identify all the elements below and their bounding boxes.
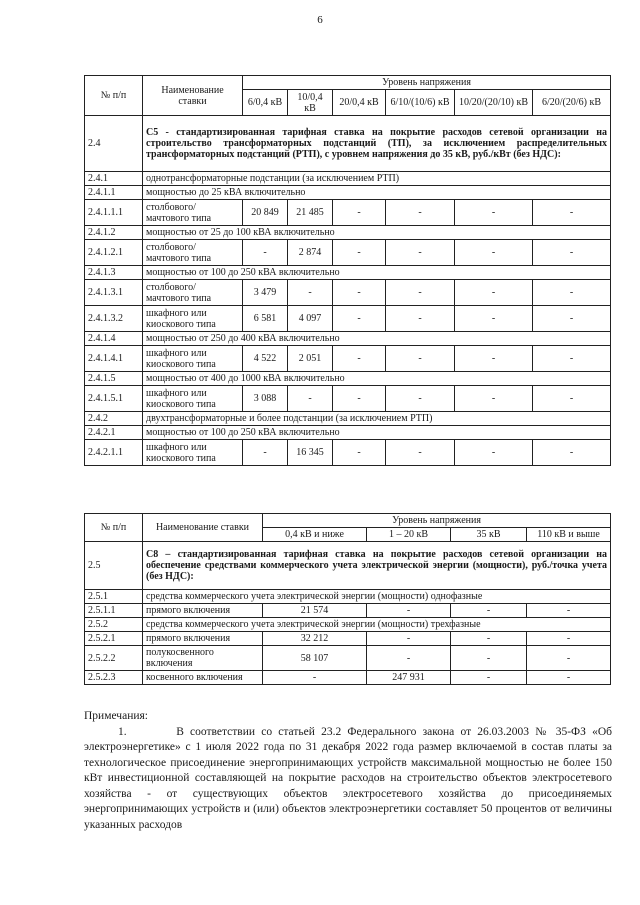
header-name: Наименование ставки — [143, 514, 263, 542]
rate-value: - — [367, 632, 451, 646]
rate-value: - — [243, 440, 288, 466]
row-subheading: мощностью от 100 до 250 кВА включительно — [143, 266, 611, 280]
rate-value: - — [386, 280, 455, 306]
notes — [84, 709, 612, 833]
page-number: 6 — [317, 14, 323, 26]
rate-value: 21 574 — [263, 604, 367, 618]
table-row — [85, 280, 611, 306]
notes-paragraph: 1. В соответствии со статьей 23.2 Федерального закона от 26.03.2003 № 35-ФЗ «Об электроэнергетике» с 1 июля 2022 года по 31 декабря 2022 года размер включаемой в состав платы за технологическое присоединение энергопринимающих устройств максимальной мощностью не более 150 кВт инвестиционной составляющей на покрытие расходов на строительство объектов электросетевого хозяйства - от существующих объектов электросетевого хозяйства до присоединяемых энергопринимающих устройств и (или) объектов электроэнергетики составляет 50 процентов от величины указанных расходов — [84, 725, 612, 831]
section-title: С5 - стандартизированная тарифная ставка на покрытие расходов сетевой организации на строительство трансформаторных подстанций (ТП), за исключением распределительных трансформаторных подстанций (РТП), с уровнем напряжения до 35 кВ, руб./кВт (без НДС): — [143, 116, 611, 172]
row-subheading: мощностью от 400 до 1000 кВА включительно — [143, 372, 611, 386]
header-col: 6/0,4 кВ — [243, 90, 288, 116]
header-num: № п/п — [85, 76, 143, 116]
rate-value: - — [455, 240, 533, 266]
rate-value: - — [451, 632, 527, 646]
rate-value: - — [333, 346, 386, 372]
row-subheading: средства коммерческого учета электрической энергии (мощности) однофазные — [143, 590, 611, 604]
rate-value: 4 097 — [288, 306, 333, 332]
table-subheading-row — [85, 266, 611, 280]
row-name: полукосвенного включения — [143, 646, 263, 671]
row-num: 2.4.1.1.1 — [85, 200, 143, 226]
table-row — [85, 200, 611, 226]
row-subheading: двухтрансформаторные и более подстанции (за исключением РТП) — [143, 412, 611, 426]
row-num: 2.4.1.5 — [85, 372, 143, 386]
row-name: шкафного или киоскового типа — [143, 306, 243, 332]
header-num: № п/п — [85, 514, 143, 542]
rate-value: - — [386, 346, 455, 372]
rate-value: - — [333, 280, 386, 306]
row-name: шкафного или киоскового типа — [143, 386, 243, 412]
rate-value: - — [386, 240, 455, 266]
row-num: 2.5.1 — [85, 590, 143, 604]
row-num: 2.4.1.2.1 — [85, 240, 143, 266]
rate-value: - — [333, 440, 386, 466]
row-num: 2.4.1.4 — [85, 332, 143, 346]
tariff-table-c5 — [84, 75, 611, 466]
rate-value: 6 581 — [243, 306, 288, 332]
rate-value: - — [455, 306, 533, 332]
table-row — [85, 632, 611, 646]
rate-value: - — [455, 440, 533, 466]
rate-value: - — [386, 440, 455, 466]
header-voltage-level: Уровень напряжения — [263, 514, 611, 528]
rate-value: - — [333, 386, 386, 412]
table-row — [85, 346, 611, 372]
rate-value: - — [455, 280, 533, 306]
table-row — [85, 240, 611, 266]
row-num: 2.5.2 — [85, 618, 143, 632]
row-num: 2.4.1.3.2 — [85, 306, 143, 332]
row-num: 2.4.1.2 — [85, 226, 143, 240]
table-subheading-row — [85, 172, 611, 186]
header-col: 35 кВ — [451, 528, 527, 542]
row-num: 2.4.1.5.1 — [85, 386, 143, 412]
table-row — [85, 440, 611, 466]
rate-value: - — [527, 671, 611, 685]
section-num: 2.5 — [85, 542, 143, 590]
row-num: 2.5.2.1 — [85, 632, 143, 646]
header-col: 10/0,4 кВ — [288, 90, 333, 116]
row-name: столбового/ мачтового типа — [143, 280, 243, 306]
rate-value: 3 479 — [243, 280, 288, 306]
row-num: 2.4.1.3.1 — [85, 280, 143, 306]
table-row — [85, 386, 611, 412]
row-num: 2.5.2.2 — [85, 646, 143, 671]
header-voltage-level: Уровень напряжения — [243, 76, 611, 90]
table-row — [85, 306, 611, 332]
rate-value: - — [455, 346, 533, 372]
rate-value: - — [533, 240, 611, 266]
rate-value: - — [386, 200, 455, 226]
rate-value: - — [455, 386, 533, 412]
header-name: Наименование ставки — [143, 76, 243, 116]
table-subheading-row — [85, 186, 611, 200]
notes-heading: Примечания: — [84, 710, 148, 722]
table-row — [85, 604, 611, 618]
row-name: косвенного включения — [143, 671, 263, 685]
row-subheading: мощностью от 25 до 100 кВА включительно — [143, 226, 611, 240]
table-subheading-row — [85, 226, 611, 240]
table-subheading-row — [85, 590, 611, 604]
header-col: 6/10/(10/6) кВ — [386, 90, 455, 116]
row-num: 2.5.1.1 — [85, 604, 143, 618]
row-name: шкафного или киоскового типа — [143, 440, 243, 466]
rate-value: - — [243, 240, 288, 266]
rate-value: 21 485 — [288, 200, 333, 226]
table-subheading-row — [85, 426, 611, 440]
rate-value: - — [533, 440, 611, 466]
rate-value: - — [527, 646, 611, 671]
row-num: 2.4.2.1 — [85, 426, 143, 440]
rate-value: - — [527, 632, 611, 646]
rate-value: - — [386, 306, 455, 332]
rate-value: - — [455, 200, 533, 226]
header-col: 0,4 кВ и ниже — [263, 528, 367, 542]
rate-value: - — [533, 280, 611, 306]
header-col: 10/20/(20/10) кВ — [455, 90, 533, 116]
row-num: 2.4.1.3 — [85, 266, 143, 280]
rate-value: 58 107 — [263, 646, 367, 671]
rate-value: - — [367, 604, 451, 618]
row-subheading: мощностью до 25 кВА включительно — [143, 186, 611, 200]
rate-value: 32 212 — [263, 632, 367, 646]
table-subheading-row — [85, 332, 611, 346]
row-num: 2.4.1.4.1 — [85, 346, 143, 372]
rate-value: - — [533, 200, 611, 226]
header-col: 6/20/(20/6) кВ — [533, 90, 611, 116]
rate-value: - — [367, 646, 451, 671]
table-row — [85, 646, 611, 671]
section-num: 2.4 — [85, 116, 143, 172]
rate-value: 16 345 — [288, 440, 333, 466]
table-subheading-row — [85, 372, 611, 386]
row-name: прямого включения — [143, 632, 263, 646]
rate-value: 4 522 — [243, 346, 288, 372]
rate-value: - — [451, 671, 527, 685]
rate-value: - — [527, 604, 611, 618]
rate-value: - — [533, 346, 611, 372]
table-subheading-row — [85, 412, 611, 426]
row-num: 2.4.1.1 — [85, 186, 143, 200]
section-title: С8 – стандартизированная тарифная ставка на покрытие расходов сетевой организации на обеспечение средствами коммерческого учета электрической энергии (мощности), руб./точка учета (без НДС): — [143, 542, 611, 590]
rate-value: - — [263, 671, 367, 685]
row-subheading: однотрансформаторные подстанции (за исключением РТП) — [143, 172, 611, 186]
header-col: 20/0,4 кВ — [333, 90, 386, 116]
rate-value: - — [288, 386, 333, 412]
rate-value: 2 874 — [288, 240, 333, 266]
rate-value: - — [333, 240, 386, 266]
table-subheading-row — [85, 618, 611, 632]
rate-value: - — [451, 646, 527, 671]
rate-value: 2 051 — [288, 346, 333, 372]
row-num: 2.4.2 — [85, 412, 143, 426]
rate-value: - — [386, 386, 455, 412]
rate-value: - — [451, 604, 527, 618]
rate-value: - — [288, 280, 333, 306]
rate-value: - — [333, 306, 386, 332]
row-name: прямого включения — [143, 604, 263, 618]
rate-value: - — [533, 386, 611, 412]
row-name: шкафного или киоскового типа — [143, 346, 243, 372]
rate-value: 20 849 — [243, 200, 288, 226]
row-name: столбового/ мачтового типа — [143, 240, 243, 266]
row-name: столбового/ мачтового типа — [143, 200, 243, 226]
rate-value: - — [533, 306, 611, 332]
row-subheading: мощностью от 100 до 250 кВА включительно — [143, 426, 611, 440]
row-subheading: мощностью от 250 до 400 кВА включительно — [143, 332, 611, 346]
row-num: 2.5.2.3 — [85, 671, 143, 685]
row-num: 2.4.2.1.1 — [85, 440, 143, 466]
table-row — [85, 671, 611, 685]
header-col: 110 кВ и выше — [527, 528, 611, 542]
tariff-table-c8 — [84, 513, 611, 685]
rate-value: 247 931 — [367, 671, 451, 685]
header-col: 1 – 20 кВ — [367, 528, 451, 542]
row-subheading: средства коммерческого учета электрической энергии (мощности) трехфазные — [143, 618, 611, 632]
row-num: 2.4.1 — [85, 172, 143, 186]
rate-value: 3 088 — [243, 386, 288, 412]
rate-value: - — [333, 200, 386, 226]
